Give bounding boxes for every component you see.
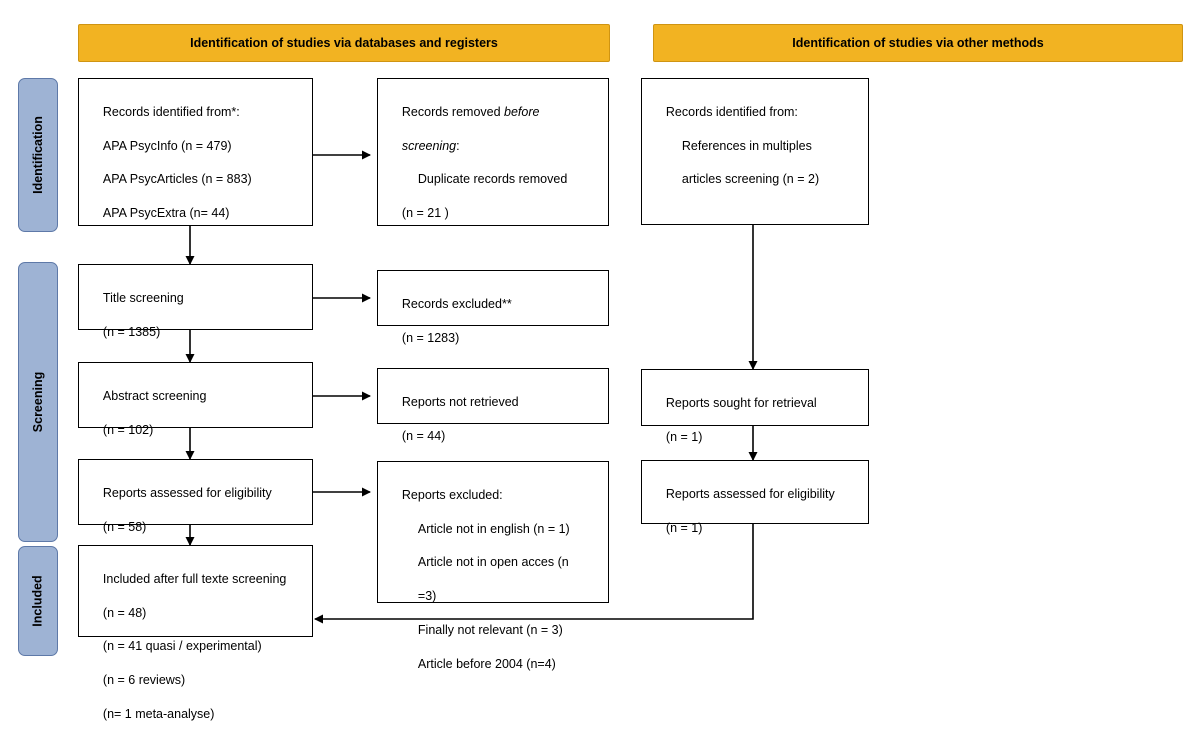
box-title-screening <box>78 264 313 339</box>
stage-label-included-text: Included <box>31 575 45 627</box>
records-removed-line1-a: Records removed <box>401 104 505 119</box>
records-identified-line2: APA PsycInfo (n = 479) <box>102 138 232 153</box>
box-records-identified-other <box>641 78 869 225</box>
box-reports-not-retrieved <box>377 368 609 443</box>
box-reports-assessed-right <box>641 460 869 535</box>
header-databases-registers-label: Identification of studies via databases and registers <box>190 36 498 50</box>
records-identified-line3: APA PsycArticles (n = 883) <box>102 172 252 187</box>
box-reports-sought <box>641 369 869 444</box>
records-excluded-line2: (n = 1283) <box>401 330 460 345</box>
included-full-text-line2: (n = 48) <box>102 605 147 620</box>
abstract-screening-line2: (n = 102) <box>102 422 154 437</box>
records-identified-other-line1: Records identified from: <box>665 104 798 119</box>
reports-sought-line2: (n = 1) <box>665 429 703 444</box>
reports-excluded-line4: =3) <box>417 589 437 604</box>
reports-excluded-line2: Article not in english (n = 1) <box>417 521 570 536</box>
box-included-full-text <box>78 545 313 721</box>
included-full-text-line3: (n = 41 quasi / experimental) <box>102 639 262 654</box>
included-full-text-line1: Included after full texte screening <box>102 571 287 586</box>
reports-excluded-line5: Finally not relevant (n = 3) <box>417 622 563 637</box>
header-other-methods-label: Identification of studies via other methods <box>792 36 1044 50</box>
reports-excluded-line3: Article not in open acces (n <box>417 555 569 570</box>
records-identified-other-line3: articles screening (n = 2) <box>681 172 820 187</box>
stage-label-included <box>18 546 58 656</box>
stage-label-identification <box>18 78 58 232</box>
box-records-removed <box>377 78 609 226</box>
box-abstract-screening <box>78 362 313 437</box>
records-identified-line4: APA PsycExtra (n= 44) <box>102 206 230 221</box>
records-removed-line1-b: before <box>504 104 540 119</box>
records-identified-line1: Records identified from*: <box>102 104 240 119</box>
stage-label-identification-text: Identification <box>31 116 45 194</box>
records-removed-line2-a: screening <box>401 138 457 153</box>
reports-not-retrieved-line1: Reports not retrieved <box>401 394 519 409</box>
included-full-text-line4: (n = 6 reviews) <box>102 673 186 688</box>
reports-assessed-right-line2: (n = 1) <box>665 520 703 535</box>
box-reports-excluded <box>377 461 609 671</box>
box-records-identified <box>78 78 313 226</box>
title-screening-line2: (n = 1385) <box>102 324 161 339</box>
reports-assessed-left-line1: Reports assessed for eligibility <box>102 485 272 500</box>
records-removed-line4: (n = 21 ) <box>401 206 449 221</box>
records-excluded-line1: Records excluded** <box>401 296 512 311</box>
title-screening-line1: Title screening <box>102 290 184 305</box>
included-full-text-line5: (n= 1 meta-analyse) <box>102 706 215 721</box>
reports-not-retrieved-line2: (n = 44) <box>401 428 446 443</box>
header-other-methods <box>653 24 1183 62</box>
records-removed-line2-b: : <box>456 138 460 153</box>
records-removed-line3: Duplicate records removed <box>417 172 568 187</box>
reports-assessed-right-line1: Reports assessed for eligibility <box>665 486 835 501</box>
box-records-excluded <box>377 270 609 345</box>
reports-assessed-left-line2: (n = 58) <box>102 519 147 534</box>
stage-label-screening-text: Screening <box>31 371 45 433</box>
reports-excluded-line1: Reports excluded: <box>401 487 503 502</box>
reports-sought-line1: Reports sought for retrieval <box>665 395 817 410</box>
reports-excluded-line6: Article before 2004 (n=4) <box>417 656 556 671</box>
box-reports-assessed-left <box>78 459 313 534</box>
records-identified-other-line2: References in multiples <box>681 138 812 153</box>
header-databases-registers <box>78 24 610 62</box>
stage-label-screening <box>18 262 58 542</box>
abstract-screening-line1: Abstract screening <box>102 388 207 403</box>
